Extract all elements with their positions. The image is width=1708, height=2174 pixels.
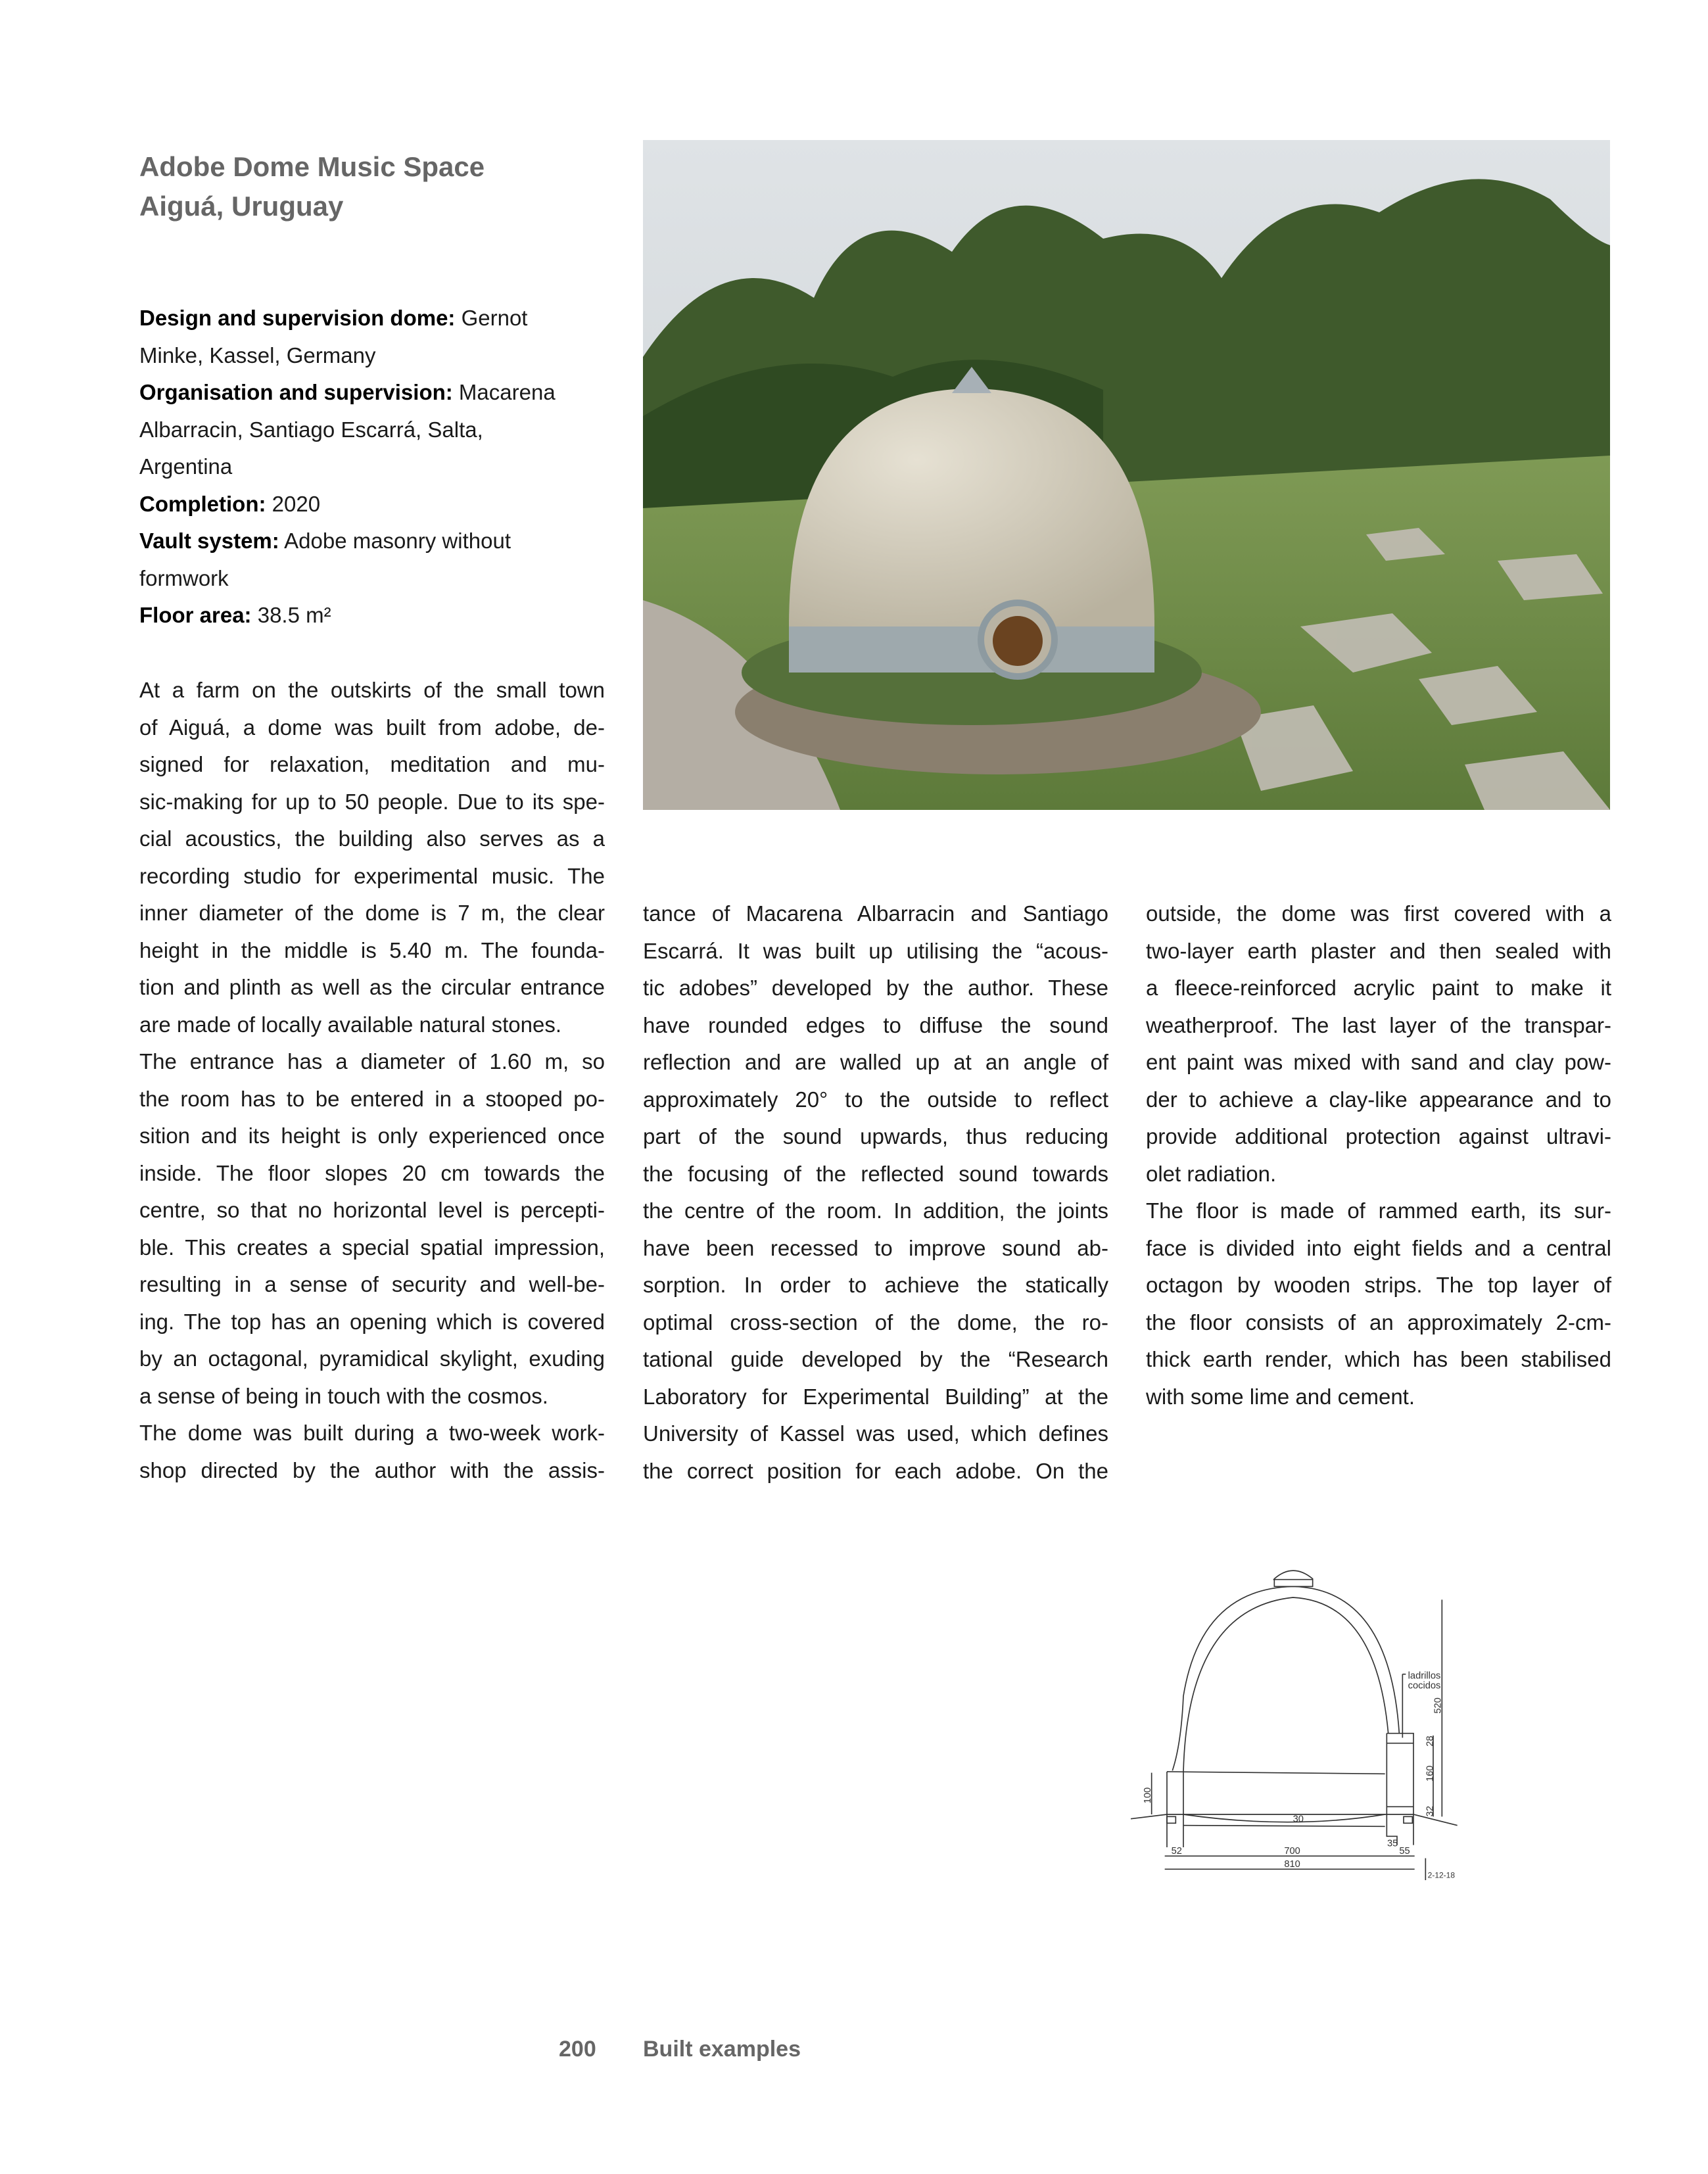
- body-line: of Aiguá, a dome was built from adobe, de-: [139, 715, 605, 740]
- label-w52: 52: [1171, 1846, 1182, 1856]
- body-line: have rounded edges to diffuse the sound: [643, 1012, 1108, 1037]
- body-line: tic adobes” developed by the author. These: [643, 976, 1108, 1000]
- body-line: weatherproof. The last layer of the transpar-: [1146, 1012, 1611, 1037]
- spec-vault-cont: formwork: [139, 565, 229, 590]
- body-line: are made of locally available natural stones.: [139, 1012, 562, 1037]
- skylight: [1273, 1571, 1313, 1586]
- label-note2: cocidos: [1408, 1680, 1441, 1691]
- project-location: Aiguá, Uruguay: [139, 191, 344, 222]
- body-line: a fleece-reinforced acrylic paint to make it: [1146, 976, 1611, 1000]
- body-line: reflection and are walled up at an angle of: [643, 1050, 1108, 1074]
- body-line: centre, so that no horizontal level is percepti-: [139, 1198, 605, 1222]
- body-line: face is divided into eight fields and a central: [1146, 1235, 1611, 1260]
- body-line: optimal cross-section of the dome, the ro-: [643, 1310, 1108, 1335]
- label-h520: 520: [1433, 1697, 1444, 1714]
- body-line: inside. The floor slopes 20 cm towards the: [139, 1160, 605, 1185]
- body-line: The dome was built during a two-week work-: [139, 1421, 605, 1445]
- body-line: inner diameter of the dome is 7 m, the clear: [139, 901, 605, 925]
- body-line: outside, the dome was first covered with a: [1146, 901, 1611, 926]
- spec-design-cont: Minke, Kassel, Germany: [139, 343, 376, 367]
- body-line: ing. The top has an opening which is covered: [139, 1309, 605, 1334]
- dome-inner-arc: [1183, 1597, 1388, 1772]
- body-line: ble. This creates a special spatial impression,: [139, 1235, 605, 1260]
- body-line: the room has to be entered in a stooped po-: [139, 1086, 605, 1111]
- body-line: Laboratory for Experimental Building” at the: [643, 1384, 1108, 1409]
- label-note1: ladrillos: [1408, 1670, 1441, 1682]
- project-title: [139, 147, 485, 226]
- body-line: approximately 20° to the outside to reflect: [643, 1087, 1108, 1112]
- label-h160: 160: [1425, 1765, 1436, 1782]
- body-line: the floor consists of an approximately 2-cm-: [1146, 1310, 1611, 1335]
- spec-floor-area: Floor area: 38.5 m²: [139, 603, 331, 627]
- body-line: tion and plinth as well as the circular entrance: [139, 975, 605, 999]
- body-line: Escarrá. It was built up utilising the “acous-: [643, 938, 1108, 963]
- body-line: two-layer earth plaster and then sealed with: [1146, 938, 1611, 963]
- body-line: ent paint was mixed with sand and clay pow-: [1146, 1050, 1611, 1074]
- spec-organisation-cont: Albarracin, Santiago Escarrá, Salta,: [139, 417, 483, 442]
- body-line: thick earth render, which has been stabilised: [1146, 1347, 1611, 1371]
- body-line: have been recessed to improve sound ab-: [643, 1235, 1108, 1260]
- body-line: olet radiation.: [1146, 1161, 1277, 1186]
- body-line: part of the sound upwards, thus reducing: [643, 1124, 1108, 1148]
- body-line: a sense of being in touch with the cosmos.: [139, 1383, 548, 1408]
- spec-organisation-cont2: Argentina: [139, 454, 233, 479]
- body-line: der to achieve a clay-like appearance and to: [1146, 1087, 1611, 1112]
- body-line: recording studio for experimental music. The: [139, 863, 605, 888]
- label-w55: 55: [1399, 1846, 1410, 1856]
- dome-photo: [643, 140, 1610, 810]
- label-date: 2-12-18: [1427, 1870, 1456, 1880]
- body-column-3: [1146, 895, 1611, 1415]
- body-line: The entrance has a diameter of 1.60 m, so: [139, 1049, 605, 1074]
- body-line: sic-making for up to 50 people. Due to its spe-: [139, 789, 605, 814]
- dome-section-drawing: [1131, 1565, 1624, 1920]
- body-line: the centre of the room. In addition, the joints: [643, 1198, 1108, 1223]
- body-line: sorption. In order to achieve the statically: [643, 1273, 1108, 1297]
- body-line: At a farm on the outskirts of the small town: [139, 678, 605, 702]
- label-h28: 28: [1425, 1736, 1436, 1747]
- body-line: tance of Macarena Albarracin and Santiago: [643, 901, 1108, 926]
- body-column-2: [643, 895, 1108, 1490]
- body-line: The floor is made of rammed earth, its sur-: [1146, 1198, 1611, 1223]
- body-line: cial acoustics, the building also serves as a: [139, 826, 605, 851]
- body-line: the correct position for each adobe. On the: [643, 1458, 1108, 1483]
- body-line: provide additional protection against ultravi-: [1146, 1124, 1611, 1148]
- spec-vault: Vault system: Adobe masonry without: [139, 529, 511, 553]
- label-w810: 810: [1284, 1859, 1300, 1870]
- spec-organisation: Organisation and supervision: Macarena: [139, 380, 556, 404]
- body-line: shop directed by the author with the assis-: [139, 1457, 605, 1482]
- label-slope: 30: [1293, 1814, 1304, 1825]
- spec-completion: Completion: 2020: [139, 491, 321, 516]
- label-h100: 100: [1143, 1787, 1153, 1804]
- body-line: University of Kassel was used, which defines: [643, 1421, 1108, 1446]
- label-h32: 32: [1425, 1806, 1436, 1817]
- label-w35: 35: [1387, 1838, 1398, 1849]
- body-line: tational guide developed by the “Research: [643, 1347, 1108, 1371]
- body-line: octagon by wooden strips. The top layer of: [1146, 1273, 1611, 1297]
- dome-outer-arc: [1172, 1586, 1399, 1770]
- body-line: by an octagonal, pyramidical skylight, exuding: [139, 1346, 605, 1371]
- body-line: the focusing of the reflected sound towards: [643, 1161, 1108, 1186]
- page-number: 200: [559, 2037, 596, 2062]
- project-name: Adobe Dome Music Space: [139, 151, 485, 182]
- body-line: sition and its height is only experienced once: [139, 1123, 605, 1148]
- section-name: Built examples: [643, 2037, 801, 2062]
- body-line: with some lime and cement.: [1146, 1384, 1415, 1409]
- project-specs: [139, 300, 605, 634]
- spec-design: Design and supervision dome: Gernot: [139, 306, 528, 330]
- body-line: resulting in a sense of security and well-be-: [139, 1272, 605, 1296]
- body-line: signed for relaxation, meditation and mu-: [139, 752, 605, 776]
- body-line: height in the middle is 5.40 m. The founda-: [139, 937, 605, 962]
- label-w700: 700: [1284, 1846, 1300, 1856]
- body-column-1: [139, 672, 605, 1489]
